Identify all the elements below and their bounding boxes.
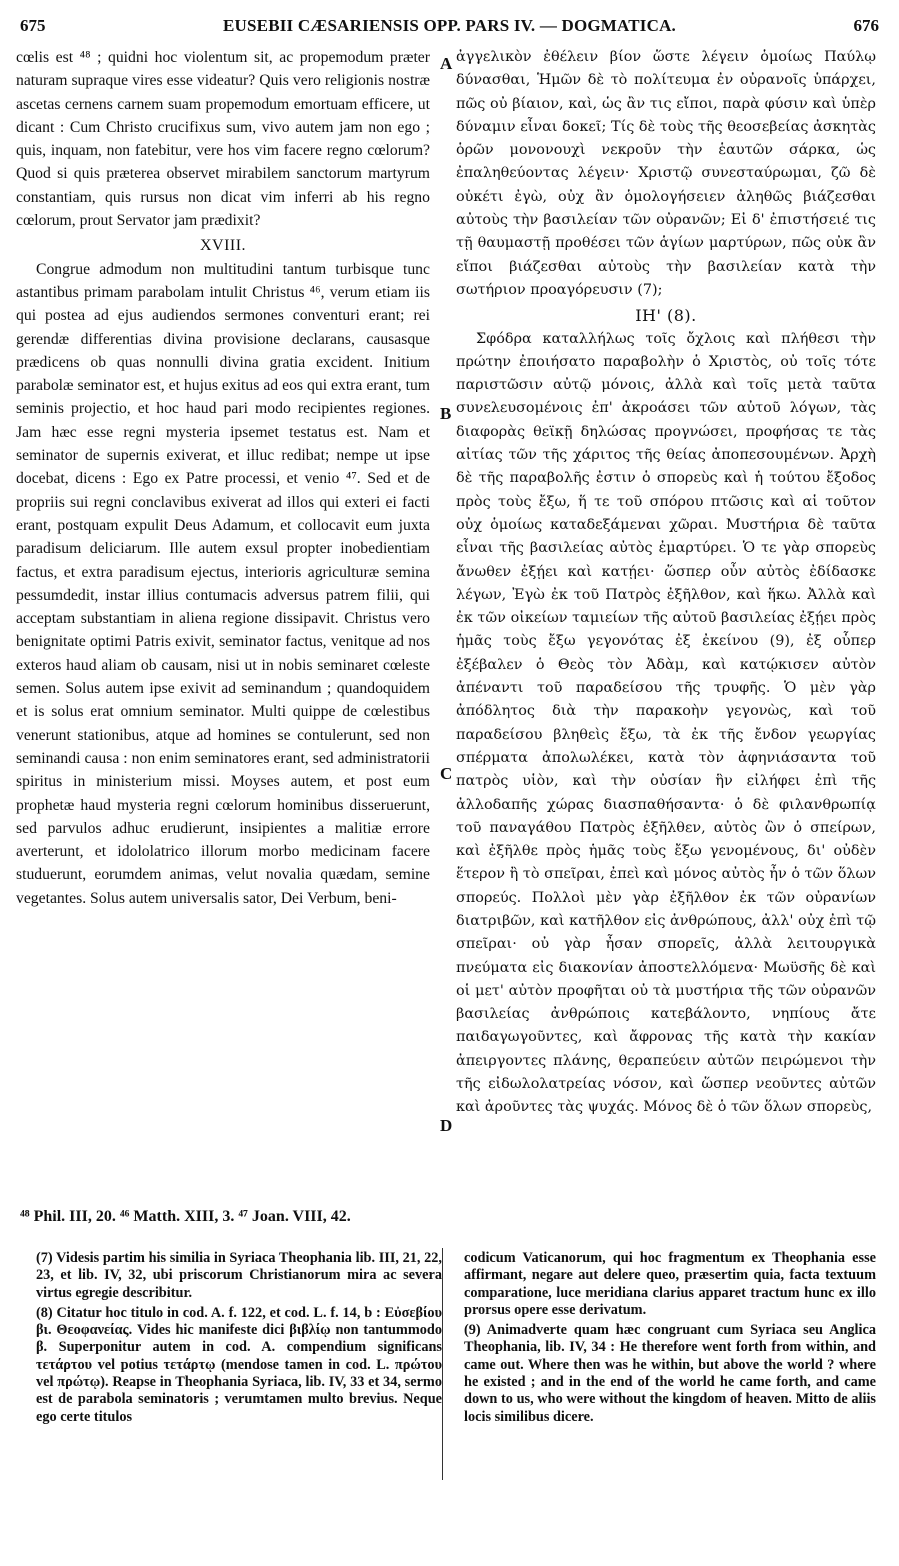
scripture-footnotes: ⁴⁸ Phil. III, 20. ⁴⁶ Matth. XIII, 3. ⁴⁷ Joan. VIII, 42. [20, 1208, 351, 1225]
marker-b: B [440, 404, 452, 423]
page-number-left: 675 [20, 16, 46, 35]
latin-column [16, 46, 430, 910]
marker-c: C [440, 764, 453, 783]
marker-d: D [440, 1116, 453, 1135]
running-header [20, 10, 879, 40]
latin-paragraph-2: Congrue admodum non multitudini tantum turbisque tunc astantibus primam parabolam intulit Christus ⁴⁶, verum etiam iis qui postea ad ejus audiendos sermones conventuri erant; rei gerendæ differentias divina provisione declarans, causasque prædicens ob quas nonnulli divina gratia excident. Initium parabolæ seminator est, et hujus exitus ad eos qui extra erant, tum seminis projectio, et hoc haud pari modo recipientes regiones. Jam hæc esse regni mysteria ipsemet testatus est. Nam et seminator de supernis exiverat, et illuc redibat; nempe ut ipse docebat, dicens : Ego ex Patre processi, et venio ⁴⁷. Sed et de propriis sui regni conclavibus exiverat ad illos qui exteri ei facti erant, postquam expulit Deus Adamum, et collocavit eum juxta paradisum deliciarum. Ille autem exsul propter inobedientiam factus, et extra paradisum ejectus, interioris agriculturæ semina pessumdedit, instar illius contumacis adversus patrem filii, qui acceptam substantiam in aliena regione dissipavit. Christus vero benignitate optimi Patris exivit, seminator factus, venitque ad nos exteros haud aliam ob causam, nisi ut in nobis seminaret cœleste semen. Solus autem ipse exivit ad seminandum ; quandoquidem et is solus erat omnium seminator. Multi quippe de cœlestibus venerunt stationibus, atque ad homines se contulerunt, sed non seminandi causa : non enim seminatores erant, sed administratorii spiritus in ministerium missi. Moyses autem, et post eum prophetæ haud mysteria regni cœlorum hominibus disseruerunt, sed parvulos adhuc erudierunt, insipientes a malitiæ errore averterunt, et idololatrico illorum morbo medicinam facere studuerunt, eorumdem animas, velut novalia quædam, semine vegetantes. Solus autem universalis sator, Dei Verbum, beni- [16, 260, 430, 907]
greek-paragraph-1: ἀγγελικὸν ἐθέλειν βίον ὥστε λέγειν ὁμοίως Παύλῳ δύνασθαι, Ἡμῶν δὲ τὸ πολίτευμα ἐν οὐρανοῖς ὑπάρχει, πῶς οὐ βίαιον, καὶ, ὡς ἂν τις εἴποι, παρὰ φύσιν καὶ ὑπὲρ δύναμιν εἶναι δοκεῖ; Τίς δὲ τοὺς τῆς θεοσεβείας ἀσκητὰς ὁρῶν μονονουχὶ νεκροῦν τὴν ἑαυτῶν σάρκα, ὡς ἐπαληθεύοντας λέγειν· Χριστῷ συνεσταύρωμαι, ζῶ δὲ οὐκέτι ἐγὼ, οὐχ ἂν ὁμολογήσειεν ἀληθῶς βιάζεσθαι αὐτοὺς τὴν βασιλείαν τῶν οὐρανῶν; Εἰ δ' ἐπιστήσειέ τις τῇ θαυμαστῇ προθέσει τῶν ἁγίων μαρτύρων, πῶς οὐκ ἂν εἴποι βιάζεσθαι αὐτοὺς τὴν βασιλείαν κατὰ τὴν σωτήριον προαγόρευσιν (7); [456, 49, 876, 298]
greek-paragraph-2: Σφόδρα καταλλήλως τοῖς ὄχλοις καὶ πλήθεσι τὴν πρώτην ἐποιήσατο παραβολὴν ὁ Χριστὸς, οὐ τοῖς τότε παριστῶσιν αὐτῷ μόνοις, ἀλλὰ καὶ τοῖς μετὰ ταῦτα συνελευσομένοις ἐπ' ἀκροάσει τῶν αὐτοῦ λόγων, τὰς διαφορὰς θεϊκῇ δηλώσας προγνώσει, προφήσας τε τὰς αἰτίας τῶν τῆς χάριτος τῆς θείας ἀποπεσουμένων. Ἀρχὴ δὲ τῆς παραβολῆς ἐστιν ὁ σπορεὺς καὶ ἡ τούτου ἔξοδος πρὸς τοὺς ἔξω, ἥ τε τοῦ σπόρου πτῶσις καὶ αἱ τοῦτον οὐχ ὁμοίως καταδεξάμεναι χῶραι. Μυστήρια δὲ ταῦτα εἶναι τῆς βασιλείας αὐτὸς ἐμαρτύρει. Ὁ τε γὰρ σπορεὺς ἄνωθεν ἐξῄει καὶ κατῄει· ὥσπερ οὖν αὐτὸς ἐδίδασκε λέγων, Ἐγὼ ἐκ τοῦ Πατρὸς ἐξῆλθον, καὶ ἥκω. Ἀλλὰ καὶ ἐκ τῶν οἰκείων ταμιείων τῆς αὐτοῦ βασιλείας ἐξῄει πρὸς ἡμᾶς τοὺς ἔξω γεγονότας ἐξ ἐκείνου (9), ἐξ οὗπερ ἐξέβαλεν ὁ Θεὸς τὸν Ἀδὰμ, καὶ κατῴκισεν αὐτὸν ἀπέναντι τοῦ παραδείσου τῆς τρυφῆς. Ὁ μὲν γὰρ ἀπόδλητος διὰ τὴν παρακοὴν γεγονὼς, καὶ τοῦ παραδείσου βληθεὶς ἔξω, τὰ ἐκ τῆς ἔνδον γεωργίας σπέρματα ἀπολωλέκει, κατὰ τὸν ἀφηνιάσαντα τοῦ πατρὸς υἱὸν, καὶ τὴν οὐσίαν ἣν εἰλήφει ἐπὶ τῆς ἀλλοδαπῆς χώρας διασπαθήσαντα· ὁ δὲ φιλανθρωπίᾳ τοῦ παναγάθου Πατρὸς ἐξῆλθεν, αὐτὸς ὢν ὁ σπείρων, καὶ ἐξῆλθε πρὸς ἡμᾶς τοὺς ἔξω γενομένους, δι' οὐδὲν ἕτερον ἢ τὸ σπεῖραι, ἐπεὶ καὶ μόνος αὐτὸς ἦν ὁ τῶν ὅλων σπορεύς. Πολλοὶ μὲν γὰρ ἐξῆλθον ἐκ τῶν οὐρανίων διατριβῶν, καὶ κατῆλθον εἰς ἀνθρώπους, ἀλλ' οὐχ ἐπὶ τῷ σπεῖραι· οὐ γὰρ ἦσαν σπορεῖς, ἀλλὰ λειτουργικὰ πνεύματα εἰς διακονίαν ἀποστελλόμενα· Μωϋσῆς δὲ καὶ οἱ μετ' αὐτὸν προφῆται οὐ τὰ μυστήρια τῆς τῶν οὐρανῶν βασιλείας ἀνθρώποις κατεβάλοντο, νηπίους ἄτε παιδαγωγοῦντες, καὶ ἄφρονας τῆς κατὰ τὴν κακίαν ἀπειργοντες πλάνης, θεραπεύειν αὐτῶν πειρώμενοι τὴν τῆς εἰδωλολατρείας νόσον, καὶ ὥσπερ νεοῦντες αὐτῶν καὶ ἀροῦντες τὰς ψυχάς. Μόνος δὲ ὁ τῶν ὅλων σπορεὺς, [456, 330, 876, 1116]
note-8: (8) Citatur hoc titulo in cod. A. f. 122, et cod. L. f. 14, b : Εὐσεβίου βι. Θεοφανείας. Vides hic manifeste dici βιβλίῳ non tantummodo β. Superponitur autem in cod. A. compendium significans τετάρτου vel potius τετάρτῳ (mendose tamen in cod. L. πρώτου vel πρώτῳ). Reapse in Theophania Syriaca, lib. IV, 33 et 34, sermo est de parabola seminatoris ; verumtamen multo brevius. Neque ego certe titulos [36, 1304, 442, 1425]
greek-section-heading: ΙΗ' (8). [635, 306, 697, 326]
greek-column [456, 46, 876, 1120]
notes-right-column [464, 1250, 876, 1429]
running-title: EUSEBII CÆSARIENSIS OPP. PARS IV. — DOGMATICA. [222, 16, 677, 35]
notes-divider [442, 1248, 443, 1480]
note-9: (9) Animadverte quam hæc congruant cum Syriaca seu Anglica Theophania, lib. IV, 34 : He therefore went forth from within, and came out. Where then was he within, but above the world ? where he existed ; and in the end of the world he came forth, and came down to us, who were without the kingdom of heaven. Mitto de aliis locis similibus dicere. [464, 1322, 876, 1425]
latin-paragraph-1: cœlis est ⁴⁸ ; quidni hoc violentum sit, ac propemodum præter naturam supraque vires esse videatur? Quis vero religionis nostræ ascetas cernens carnem suam propemodum emortuam efficere, ut dicant : Cum Christo crucifixus sum, vivo autem jam non ego ; quis, inquam, non fatebitur, vere hos vim facere regno cœlorum? Quod si quis præterea observet mirabilem sanctorum martyrum constantiam, quis rursus non dicat vim inferri ab his regno cœlorum, prout Servator jam prædixit? [16, 49, 430, 230]
note-8-continued: codicum Vaticanorum, qui hoc fragmentum ex Theophania esse affirmant, negare aut delere queo, præsertim quia, facta textuum comparatione, luce meridiana clarius apparet tractum hunc ex illo prorsus opere esse derivatum. [464, 1250, 876, 1318]
note-7: (7) Videsis partim his similia in Syriaca Theophania lib. III, 21, 22, 23, et lib. IV, 32, ubi priscorum Christianorum mira ac severa virtus egregie describitur. [36, 1250, 442, 1301]
page-number-right: 676 [853, 16, 879, 35]
column-markers [436, 46, 456, 1176]
marker-a: A [440, 54, 453, 73]
latin-section-heading: XVIII. [199, 237, 247, 255]
notes-left-column [36, 1250, 442, 1429]
